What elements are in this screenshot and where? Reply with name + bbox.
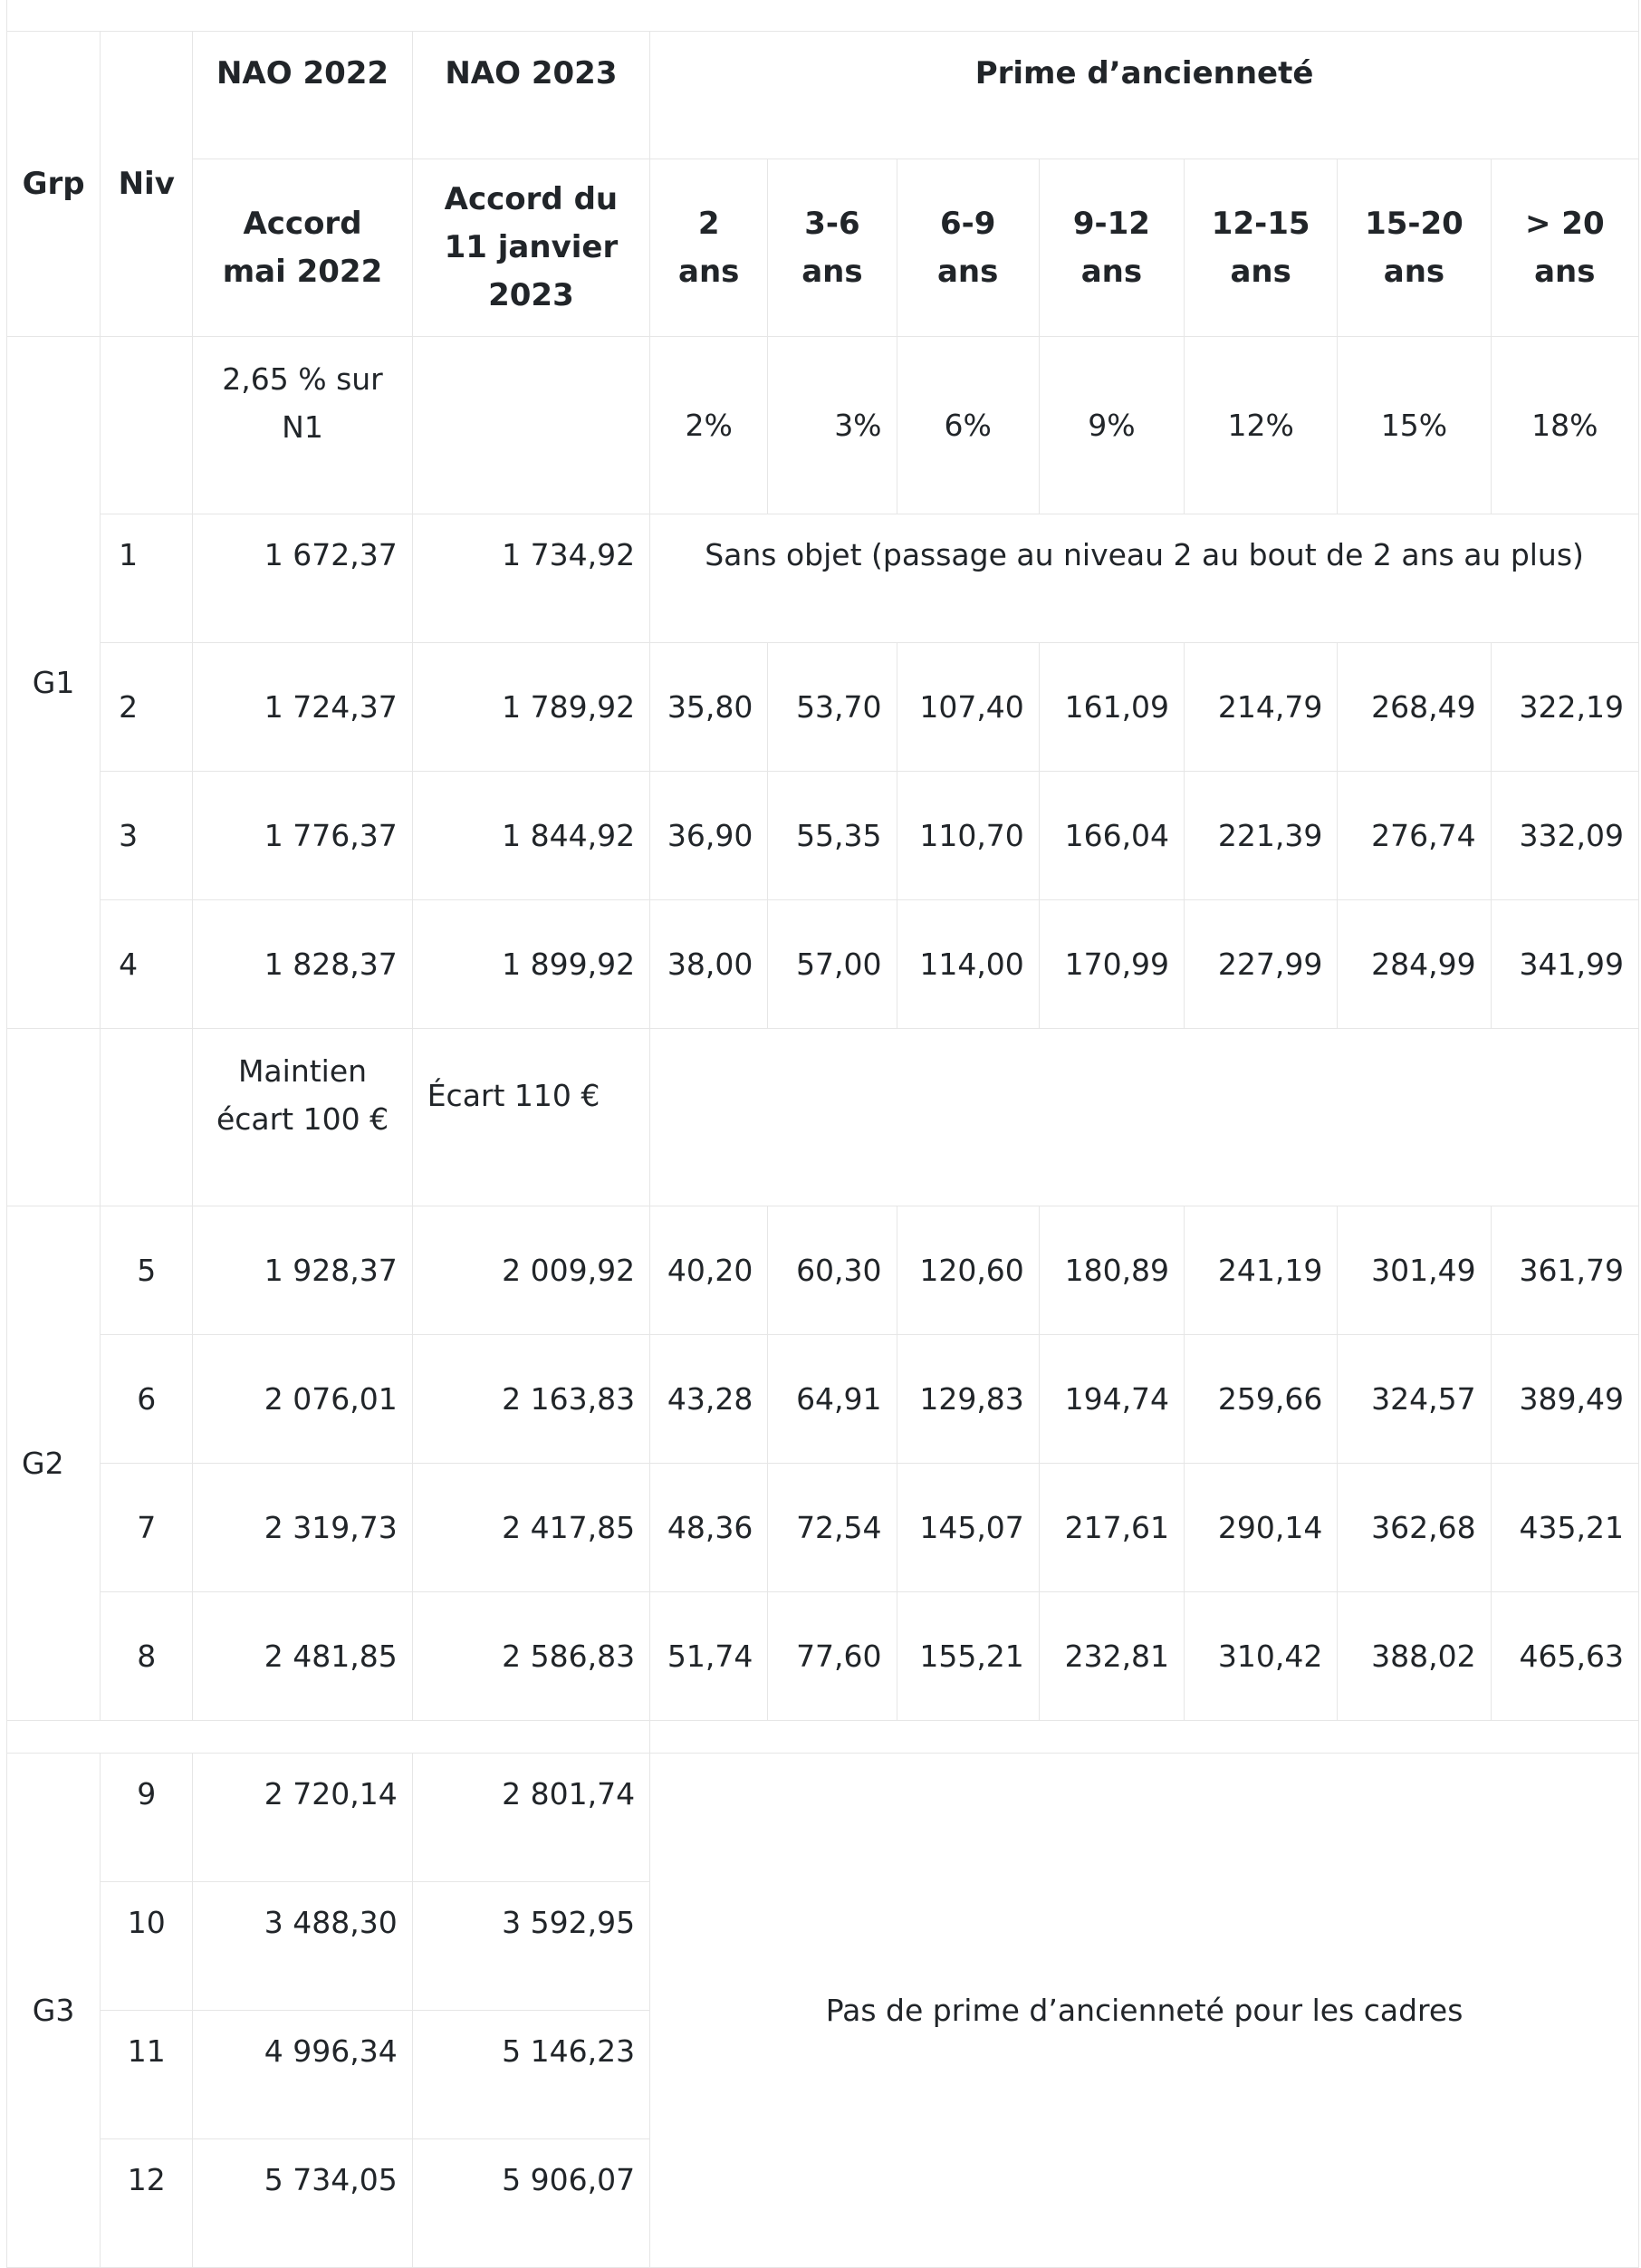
g1-row-niv-3 xyxy=(7,772,1639,900)
value-2022: 1 724,37 xyxy=(193,643,412,772)
prime-value: 362,68 xyxy=(1338,1464,1491,1592)
g1-niv1-note: Sans objet (passage au niveau 2 au bout de 2 ans au plus) xyxy=(650,514,1639,643)
group-label-g3: G3 xyxy=(7,1754,101,2268)
header-seniority-over-20: > 20 ans xyxy=(1491,159,1638,337)
prime-value: 284,99 xyxy=(1338,900,1491,1029)
prime-value: 35,80 xyxy=(650,643,768,772)
g2-row-niv-6 xyxy=(7,1335,1639,1464)
prime-value: 194,74 xyxy=(1039,1335,1184,1464)
value-2023: 1 734,92 xyxy=(412,514,649,643)
prime-value: 129,83 xyxy=(897,1335,1039,1464)
prime-value: 57,00 xyxy=(768,900,897,1029)
prime-value: 48,36 xyxy=(650,1464,768,1592)
value-2022: 3 488,30 xyxy=(193,1882,412,2011)
group-label-g2: G2 xyxy=(7,1206,101,1721)
prime-value: 36,90 xyxy=(650,772,768,900)
g2-grp-empty xyxy=(7,1029,101,1206)
g2-row-niv-8 xyxy=(7,1592,1639,1721)
g1-note-2023 xyxy=(412,337,649,514)
prime-value: 51,74 xyxy=(650,1592,768,1721)
value-2022: 1 776,37 xyxy=(193,772,412,900)
niv-cell: 12 xyxy=(101,2139,193,2268)
prime-value: 310,42 xyxy=(1185,1592,1338,1721)
value-2023: 2 417,85 xyxy=(412,1464,649,1592)
value-2022: 1 928,37 xyxy=(193,1206,412,1335)
prime-value: 241,19 xyxy=(1185,1206,1338,1335)
g1-rate: 9% xyxy=(1039,337,1184,514)
g1-row-niv-1 xyxy=(7,514,1639,643)
prime-value: 43,28 xyxy=(650,1335,768,1464)
g1-rate: 18% xyxy=(1491,337,1638,514)
prime-value: 276,74 xyxy=(1338,772,1491,900)
prime-value: 465,63 xyxy=(1491,1592,1638,1721)
niv-cell: 7 xyxy=(101,1464,193,1592)
niv-cell: 1 xyxy=(101,514,193,643)
value-2023: 2 009,92 xyxy=(412,1206,649,1335)
value-2023: 2 801,74 xyxy=(412,1754,649,1882)
header-row-1 xyxy=(7,32,1639,159)
prime-value: 180,89 xyxy=(1039,1206,1184,1335)
prime-value: 217,61 xyxy=(1039,1464,1184,1592)
value-2022: 2 319,73 xyxy=(193,1464,412,1592)
prime-value: 388,02 xyxy=(1338,1592,1491,1721)
niv-cell: 10 xyxy=(101,1882,193,2011)
niv-cell: 2 xyxy=(101,643,193,772)
value-2022: 4 996,34 xyxy=(193,2011,412,2139)
g1-row-niv-4 xyxy=(7,900,1639,1029)
prime-value: 77,60 xyxy=(768,1592,897,1721)
header-seniority-12-15: 12-15 ans xyxy=(1185,159,1338,337)
prime-value: 232,81 xyxy=(1039,1592,1184,1721)
prime-value: 332,09 xyxy=(1491,772,1638,900)
prime-value: 221,39 xyxy=(1185,772,1338,900)
g1-niv-empty xyxy=(101,337,193,514)
value-2022: 5 734,05 xyxy=(193,2139,412,2268)
value-2023: 1 844,92 xyxy=(412,772,649,900)
g1-rate: 6% xyxy=(897,337,1039,514)
niv-cell: 11 xyxy=(101,2011,193,2139)
g1-rate: 15% xyxy=(1338,337,1491,514)
value-2022: 1 828,37 xyxy=(193,900,412,1029)
value-2023: 5 906,07 xyxy=(412,2139,649,2268)
prime-value: 290,14 xyxy=(1185,1464,1338,1592)
value-2022: 2 481,85 xyxy=(193,1592,412,1721)
prime-value: 324,57 xyxy=(1338,1335,1491,1464)
header-accord-2022: Accord mai 2022 xyxy=(193,159,412,337)
prime-value: 435,21 xyxy=(1491,1464,1638,1592)
niv-cell: 6 xyxy=(101,1335,193,1464)
g2-row-niv-5 xyxy=(7,1206,1639,1335)
separator-right xyxy=(650,1721,1639,1754)
prime-value: 40,20 xyxy=(650,1206,768,1335)
niv-cell: 3 xyxy=(101,772,193,900)
salary-grid-table xyxy=(6,31,1639,2268)
niv-cell: 5 xyxy=(101,1206,193,1335)
table-top-strip xyxy=(6,0,1639,31)
header-prime-anciennete: Prime d’ancienneté xyxy=(650,32,1639,159)
header-row-2 xyxy=(7,159,1639,337)
prime-value: 268,49 xyxy=(1338,643,1491,772)
niv-cell: 8 xyxy=(101,1592,193,1721)
prime-value: 155,21 xyxy=(897,1592,1039,1721)
group-label-g1: G1 xyxy=(7,337,101,1029)
g1-rate: 3% xyxy=(768,337,897,514)
prime-value: 214,79 xyxy=(1185,643,1338,772)
header-grp: Grp xyxy=(7,32,101,337)
prime-value: 53,70 xyxy=(768,643,897,772)
prime-value: 64,91 xyxy=(768,1335,897,1464)
prime-value: 107,40 xyxy=(897,643,1039,772)
header-seniority-3-6: 3-6 ans xyxy=(768,159,897,337)
value-2023: 1 899,92 xyxy=(412,900,649,1029)
prime-value: 110,70 xyxy=(897,772,1039,900)
value-2023: 2 586,83 xyxy=(412,1592,649,1721)
prime-value: 161,09 xyxy=(1039,643,1184,772)
header-nao-2022: NAO 2022 xyxy=(193,32,412,159)
header-seniority-2: 2 ans xyxy=(650,159,768,337)
header-niv: Niv xyxy=(101,32,193,337)
g1-note-2022: 2,65 % sur N1 xyxy=(193,337,412,514)
g2-niv-empty xyxy=(101,1029,193,1206)
g2-row-niv-7 xyxy=(7,1464,1639,1592)
g1-rate: 12% xyxy=(1185,337,1338,514)
prime-value: 389,49 xyxy=(1491,1335,1638,1464)
prime-value: 322,19 xyxy=(1491,643,1638,772)
header-nao-2023: NAO 2023 xyxy=(412,32,649,159)
g3-row-niv-9 xyxy=(7,1754,1639,1882)
header-seniority-9-12: 9-12 ans xyxy=(1039,159,1184,337)
prime-value: 60,30 xyxy=(768,1206,897,1335)
prime-value: 55,35 xyxy=(768,772,897,900)
prime-value: 114,00 xyxy=(897,900,1039,1029)
prime-value: 145,07 xyxy=(897,1464,1039,1592)
niv-cell: 9 xyxy=(101,1754,193,1882)
value-2022: 2 720,14 xyxy=(193,1754,412,1882)
prime-value: 170,99 xyxy=(1039,900,1184,1029)
group-separator-row xyxy=(7,1721,1639,1754)
value-2022: 2 076,01 xyxy=(193,1335,412,1464)
header-accord-2023: Accord du 11 janvier 2023 xyxy=(412,159,649,337)
value-2023: 5 146,23 xyxy=(412,2011,649,2139)
prime-value: 166,04 xyxy=(1039,772,1184,900)
g2-note-row xyxy=(7,1029,1639,1206)
g2-note-2023: Écart 110 € xyxy=(412,1029,649,1206)
prime-value: 361,79 xyxy=(1491,1206,1638,1335)
g1-row-niv-2 xyxy=(7,643,1639,772)
niv-cell: 4 xyxy=(101,900,193,1029)
prime-value: 259,66 xyxy=(1185,1335,1338,1464)
prime-value: 301,49 xyxy=(1338,1206,1491,1335)
value-2023: 2 163,83 xyxy=(412,1335,649,1464)
prime-value: 72,54 xyxy=(768,1464,897,1592)
g2-note-empty xyxy=(650,1029,1639,1206)
prime-value: 120,60 xyxy=(897,1206,1039,1335)
value-2023: 3 592,95 xyxy=(412,1882,649,2011)
separator-left xyxy=(7,1721,650,1754)
prime-value: 341,99 xyxy=(1491,900,1638,1029)
prime-value: 227,99 xyxy=(1185,900,1338,1029)
value-2022: 1 672,37 xyxy=(193,514,412,643)
g3-no-prime-note: Pas de prime d’ancienneté pour les cadres xyxy=(650,1754,1639,2268)
value-2023: 1 789,92 xyxy=(412,643,649,772)
prime-value: 38,00 xyxy=(650,900,768,1029)
header-seniority-6-9: 6-9 ans xyxy=(897,159,1039,337)
header-seniority-15-20: 15-20 ans xyxy=(1338,159,1491,337)
g1-rate-row xyxy=(7,337,1639,514)
g2-note-2022: Maintien écart 100 € xyxy=(193,1029,412,1206)
g1-rate: 2% xyxy=(650,337,768,514)
